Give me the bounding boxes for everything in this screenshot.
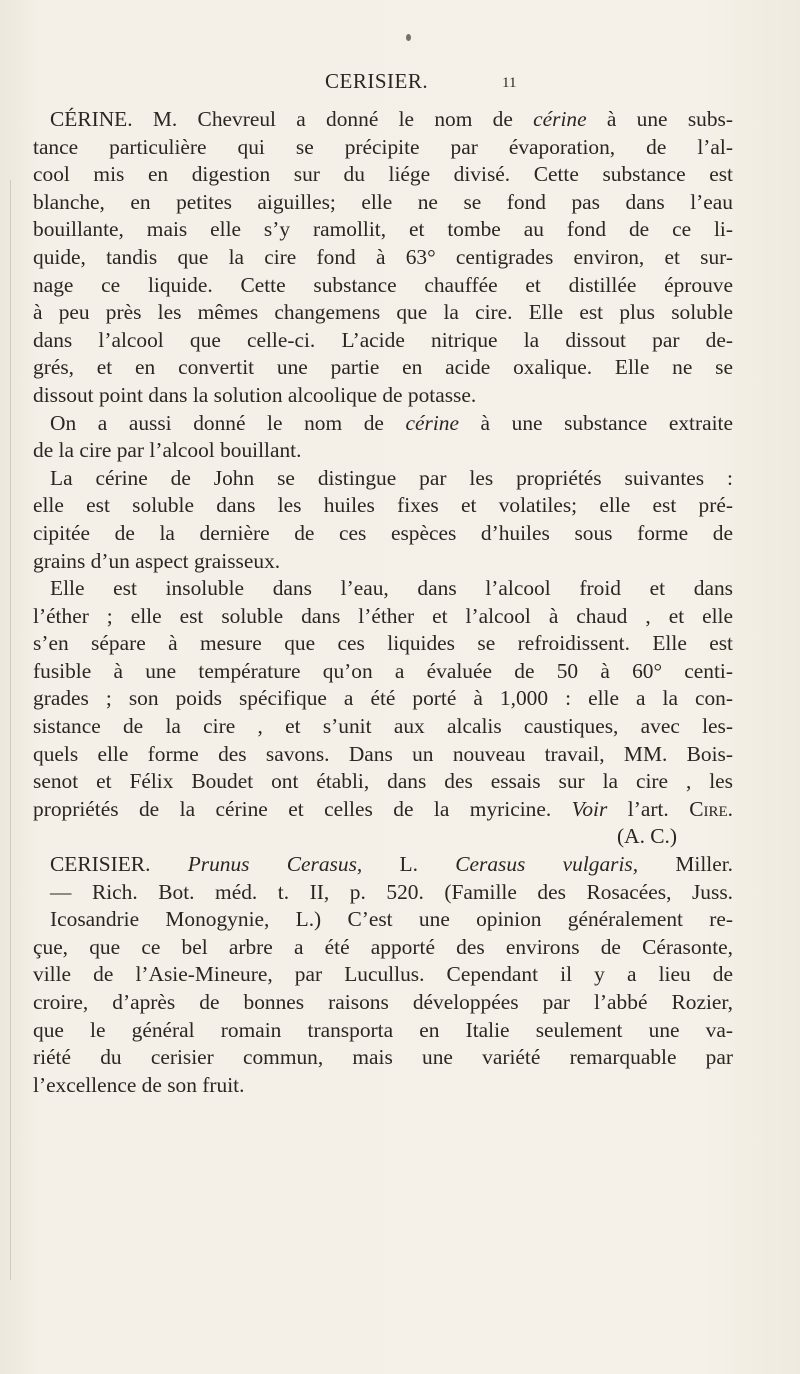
signature-initials <box>33 823 733 851</box>
text-run: çue, que ce bel arbre a été apporté des environs de Cérasonte, <box>33 934 733 959</box>
text-line <box>33 382 733 410</box>
text-run: — Rich. Bot. méd. t. II, p. 520. (Famille des Rosacées, Juss. <box>50 879 733 904</box>
text-run: blanche, en petites aiguilles; elle ne se fond pas dans l’eau <box>33 189 733 214</box>
text-line <box>33 934 733 962</box>
text-run: ville de l’Asie-Mineure, par Lucullus. Cependant il y a lieu de <box>33 962 733 987</box>
italic-text: Prunus Cerasus, <box>187 852 363 877</box>
text-run: cool mis en digestion sur du liége divisé. Cette substance est <box>33 162 733 187</box>
running-head <box>0 66 800 96</box>
text-run: L. <box>362 852 456 877</box>
text-run: que le général romain transporta en Italie seulement une va- <box>33 1017 733 1042</box>
italic-text: Voir <box>571 796 608 821</box>
text-line <box>33 272 733 300</box>
text-run: fusible à une température qu’on a évaluée de 50 à 60° centi- <box>33 658 733 683</box>
text-line <box>33 1072 733 1100</box>
body-text <box>33 106 733 1099</box>
running-title: CERISIER. <box>325 69 429 93</box>
text-run: M. Chevreul a donné le nom de <box>152 107 534 131</box>
text-run: CERISIER. <box>50 852 188 877</box>
text-run: Miller. <box>638 852 733 877</box>
text-run: à une subs- <box>586 107 733 131</box>
text-line <box>33 161 733 189</box>
italic-text: cérine <box>533 107 587 131</box>
text-run: cipitée de la dernière de ces espèces d’huiles sous forme de <box>33 520 733 545</box>
text-line <box>33 1017 733 1045</box>
text-run: à une substance extraite <box>458 410 733 435</box>
text-run: à peu près les mêmes changemens que la cire. Elle est plus soluble <box>33 300 733 325</box>
text-run: grés, et en convertit une partie en acide oxalique. Elle ne se <box>33 355 733 380</box>
text-run: On a aussi donné le nom de <box>50 410 406 435</box>
text-run: Icosandrie Monogynie, L.) C’est une opinion généralement re- <box>50 907 733 932</box>
ink-spot <box>406 34 411 41</box>
text-line <box>33 989 733 1017</box>
text-run: elle est soluble dans les huiles fixes et volatiles; elle est pré- <box>33 493 733 518</box>
text-line <box>33 134 733 162</box>
text-line <box>33 961 733 989</box>
text-line <box>33 299 733 327</box>
text-run: l’excellence de son fruit. <box>33 1072 245 1097</box>
text-line <box>33 796 733 824</box>
text-line <box>33 575 733 603</box>
text-run: croire, d’après de bonnes raisons développées par l’abbé Rozier, <box>33 990 733 1014</box>
text-run: l’art. <box>607 796 690 821</box>
text-run: riété du cerisier commun, mais une variété remarquable par <box>33 1045 733 1070</box>
text-line <box>33 520 733 548</box>
text-line <box>33 685 733 713</box>
italic-text: cérine <box>405 410 459 435</box>
text-run: l’éther ; elle est soluble dans l’éther et l’alcool à chaud , et elle <box>33 603 733 628</box>
text-line <box>33 879 733 907</box>
text-run: CÉRINE. <box>50 107 153 131</box>
text-line <box>33 1044 733 1072</box>
text-line <box>33 492 733 520</box>
text-run: propriétés de la cérine et celles de la myricine. <box>33 796 572 821</box>
text-line <box>33 410 733 438</box>
text-run: La cérine de John se distingue par les propriétés suivantes : <box>50 465 733 490</box>
text-line <box>33 906 733 934</box>
text-run: Elle est insoluble dans l’eau, dans l’alcool froid et dans <box>50 576 733 601</box>
text-line <box>33 354 733 382</box>
text-line <box>33 630 733 658</box>
text-line <box>33 189 733 217</box>
text-run: grains d’un aspect graisseux. <box>33 548 281 573</box>
text-line <box>33 603 733 631</box>
text-line <box>33 244 733 272</box>
italic-text: Cerasus vulgaris, <box>455 852 639 877</box>
text-line <box>33 548 733 576</box>
text-run: . <box>727 796 733 821</box>
text-line <box>33 106 733 134</box>
text-run: s’en sépare à mesure que ces liquides se refroidissent. Elle est <box>33 631 733 656</box>
text-line <box>33 658 733 686</box>
page-number: 11 <box>502 75 517 91</box>
small-caps-text: Cire <box>689 796 728 821</box>
text-run: dans l’alcool que celle-ci. L’acide nitrique la dissout par de- <box>33 327 733 352</box>
text-run: dissout point dans la solution alcoolique de potasse. <box>33 382 477 407</box>
text-run: quide, tandis que la cire fond à 63° centigrades environ, et sur- <box>33 244 733 269</box>
text-run: grades ; son poids spécifique a été porté à 1,000 : elle a la con- <box>33 686 733 711</box>
text-run: quels elle forme des savons. Dans un nouveau travail, MM. Bois- <box>33 741 733 766</box>
text-line <box>33 437 733 465</box>
text-run: nage ce liquide. Cette substance chauffée et distillée éprouve <box>33 272 733 297</box>
text-run: senot et Félix Boudet ont établi, dans des essais sur la cire , les <box>33 769 733 794</box>
text-line <box>33 327 733 355</box>
text-run: bouillante, mais elle s’y ramollit, et tombe au fond de ce li- <box>33 217 733 242</box>
text-line <box>33 713 733 741</box>
text-run: sistance de la cire , et s’unit aux alcalis caustiques, avec les- <box>33 714 733 739</box>
text-line <box>33 851 733 879</box>
text-line <box>33 741 733 769</box>
text-run: tance particulière qui se précipite par évaporation, de l’al- <box>33 134 733 159</box>
text-run: de la cire par l’alcool bouillant. <box>33 438 302 463</box>
text-line <box>33 465 733 493</box>
text-run: (A. C.) <box>617 824 678 849</box>
text-line <box>33 768 733 796</box>
page-edge-shadow <box>10 180 11 1280</box>
text-line <box>33 216 733 244</box>
